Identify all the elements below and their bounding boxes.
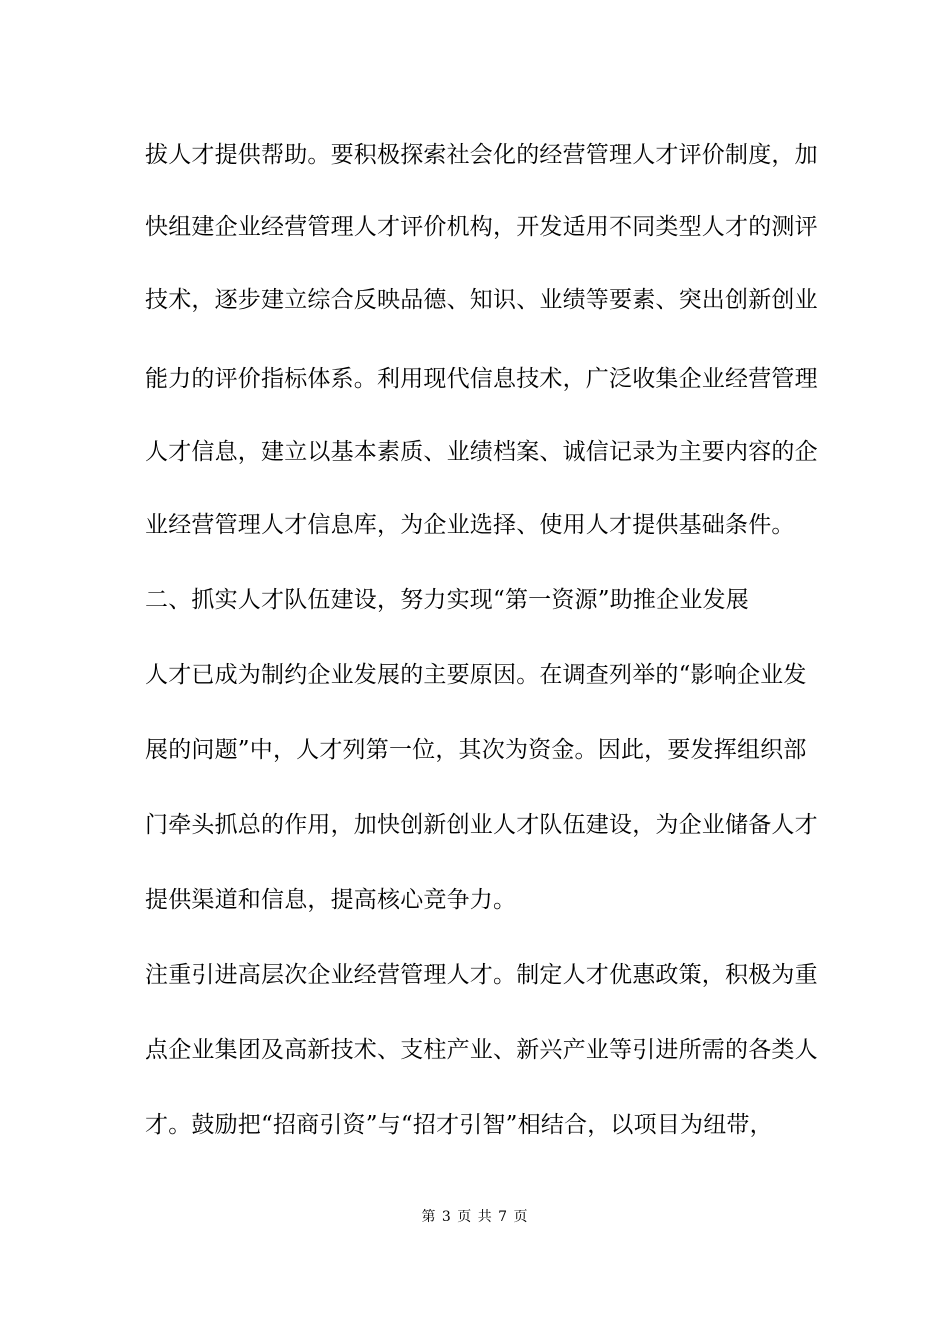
text-line: 人才信息，建立以基本素质、业绩档案、诚信记录为主要内容的企 — [145, 439, 818, 465]
text-line: 才。鼓励把“招商引资”与“招才引智”相结合，以项目为纽带， — [145, 1112, 773, 1138]
text-line: 展的问题”中，人才列第一位，其次为资金。因此，要发挥组织部 — [145, 737, 807, 763]
text-line: 点企业集团及高新技术、支柱产业、新兴产业等引进所需的各类人 — [145, 1037, 818, 1063]
text-line: 门牵头抓总的作用，加快创新创业人才队伍建设，为企业储备人才 — [145, 812, 818, 838]
text-line: 提供渠道和信息，提高核心竞争力。 — [145, 887, 517, 913]
text-line: 技术，逐步建立综合反映品德、知识、业绩等要素、突出创新创业 — [145, 287, 818, 313]
text-line: 快组建企业经营管理人才评价机构，开发适用不同类型人才的测评 — [145, 214, 818, 240]
text-line: 注重引进高层次企业经营管理人才。制定人才优惠政策，积极为重 — [145, 962, 818, 988]
text-line: 业经营管理人才信息库，为企业选择、使用人才提供基础条件。 — [145, 512, 795, 538]
text-line: 拔人才提供帮助。要积极探索社会化的经营管理人才评价制度，加 — [145, 142, 818, 168]
text-line: 能力的评价指标体系。利用现代信息技术，广泛收集企业经营管理 — [145, 366, 818, 392]
page-number: 第 3 页 共 7 页 — [421, 1209, 529, 1225]
section-heading: 二、抓实人才队伍建设，努力实现“第一资源”助推企业发展 — [145, 587, 749, 613]
text-line: 人才已成为制约企业发展的主要原因。在调查列举的“影响企业发 — [145, 662, 807, 688]
